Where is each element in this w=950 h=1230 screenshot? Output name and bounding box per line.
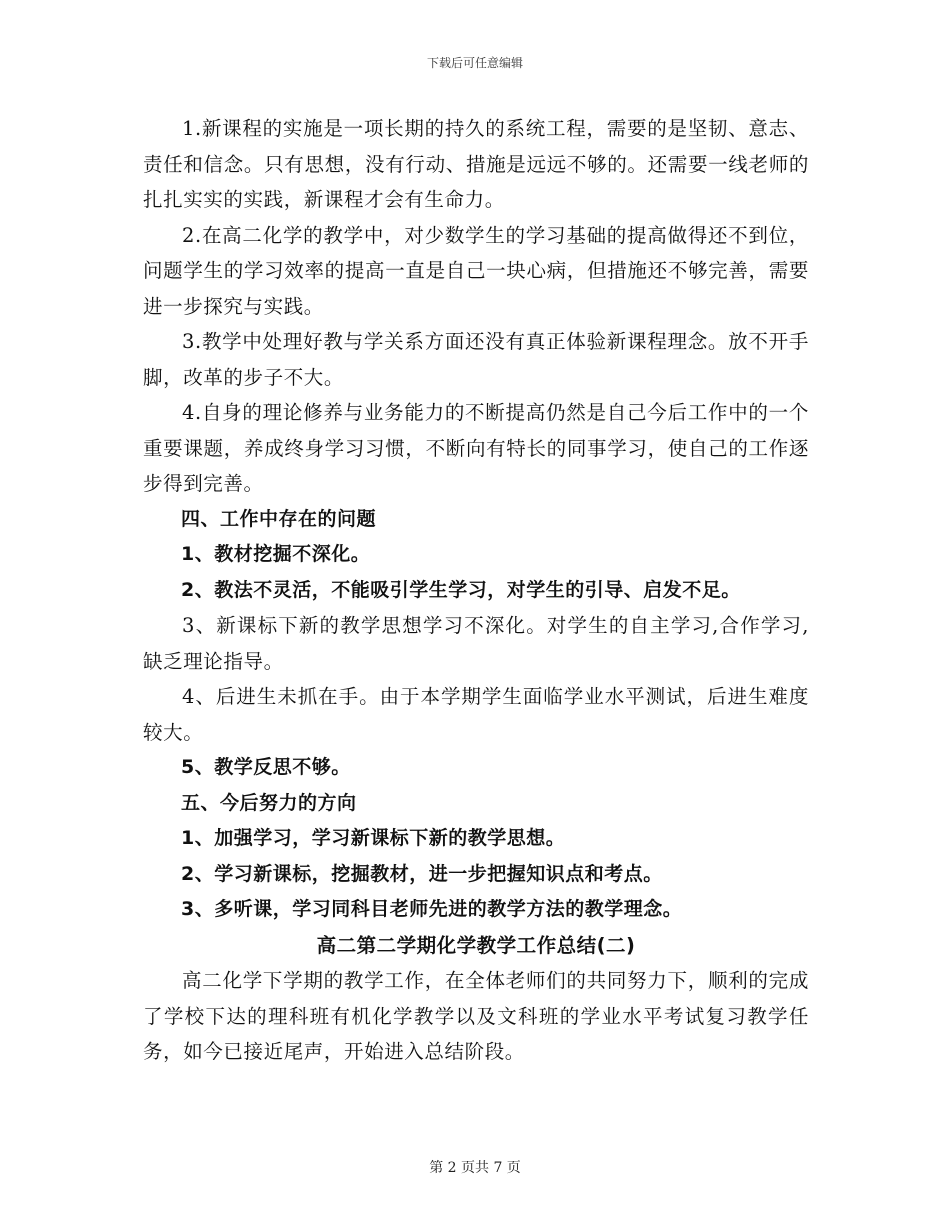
section-heading-problems: 四、工作中存在的问题 xyxy=(181,507,377,530)
direction-item-3: 3、多听课，学习同科目老师先进的教学方法的教学理念。 xyxy=(181,898,683,920)
direction-item-1: 1、加强学习，学习新课标下新的教学思想。 xyxy=(181,827,566,849)
paragraph-1: 1.新课程的实施是一项长期的持久的系统工程，需要的是坚韧、意志、责任和信念。只有思想，没有行动、措施是远远不够的。还需要一线老师的扎扎实实的实践，新课程才会有生命力。 xyxy=(143,117,809,211)
document-body xyxy=(143,111,809,1070)
section-heading-direction: 五、今后努力的方向 xyxy=(181,791,357,814)
problem-item-4: 4、后进生未抓在手。由于本学期学生面临学业水平测试，后进生难度较大。 xyxy=(143,685,809,744)
direction-item-2: 2、学习新课标，挖掘教材，进一步把握知识点和考点。 xyxy=(181,862,663,885)
problem-item-1: 1、教材挖掘不深化。 xyxy=(181,543,371,565)
problem-item-2: 2、教法不灵活，不能吸引学生学习，对学生的引导、启发不足。 xyxy=(181,578,741,601)
page-header: 下载后可任意编辑 xyxy=(426,56,523,70)
document-title-part-2: 高二第二学期化学教学工作总结(二) xyxy=(316,933,636,957)
page-footer: 第 2 页共 7 页 xyxy=(429,1160,521,1176)
paragraph-3: 3.教学中处理好教与学关系方面还没有真正体验新课程理念。放不开手脚，改革的步子不大。 xyxy=(143,330,809,389)
problem-item-3: 3、新课标下新的教学思想学习不深化。对学生的自主学习,合作学习,缺乏理论指导。 xyxy=(143,614,809,673)
paragraph-2: 2.在高二化学的教学中，对少数学生的学习基础的提高做得还不到位，问题学生的学习效率的提高一直是自己一块心病，但措施还不够完善，需要进一步探究与实践。 xyxy=(143,223,809,318)
intro-paragraph: 高二化学下学期的教学工作，在全体老师们的共同努力下，顺利的完成了学校下达的理科班有机化学教学以及文科班的学业水平考试复习教学任务，如今已接近尾声，开始进入总结阶段。 xyxy=(143,969,809,1063)
paragraph-4: 4.自身的理论修养与业务能力的不断提高仍然是自己今后工作中的一个重要课题，养成终身学习习惯，不断向有特长的同事学习，使自己的工作逐步得到完善。 xyxy=(143,401,809,495)
problem-item-5: 5、教学反思不够。 xyxy=(181,756,351,778)
